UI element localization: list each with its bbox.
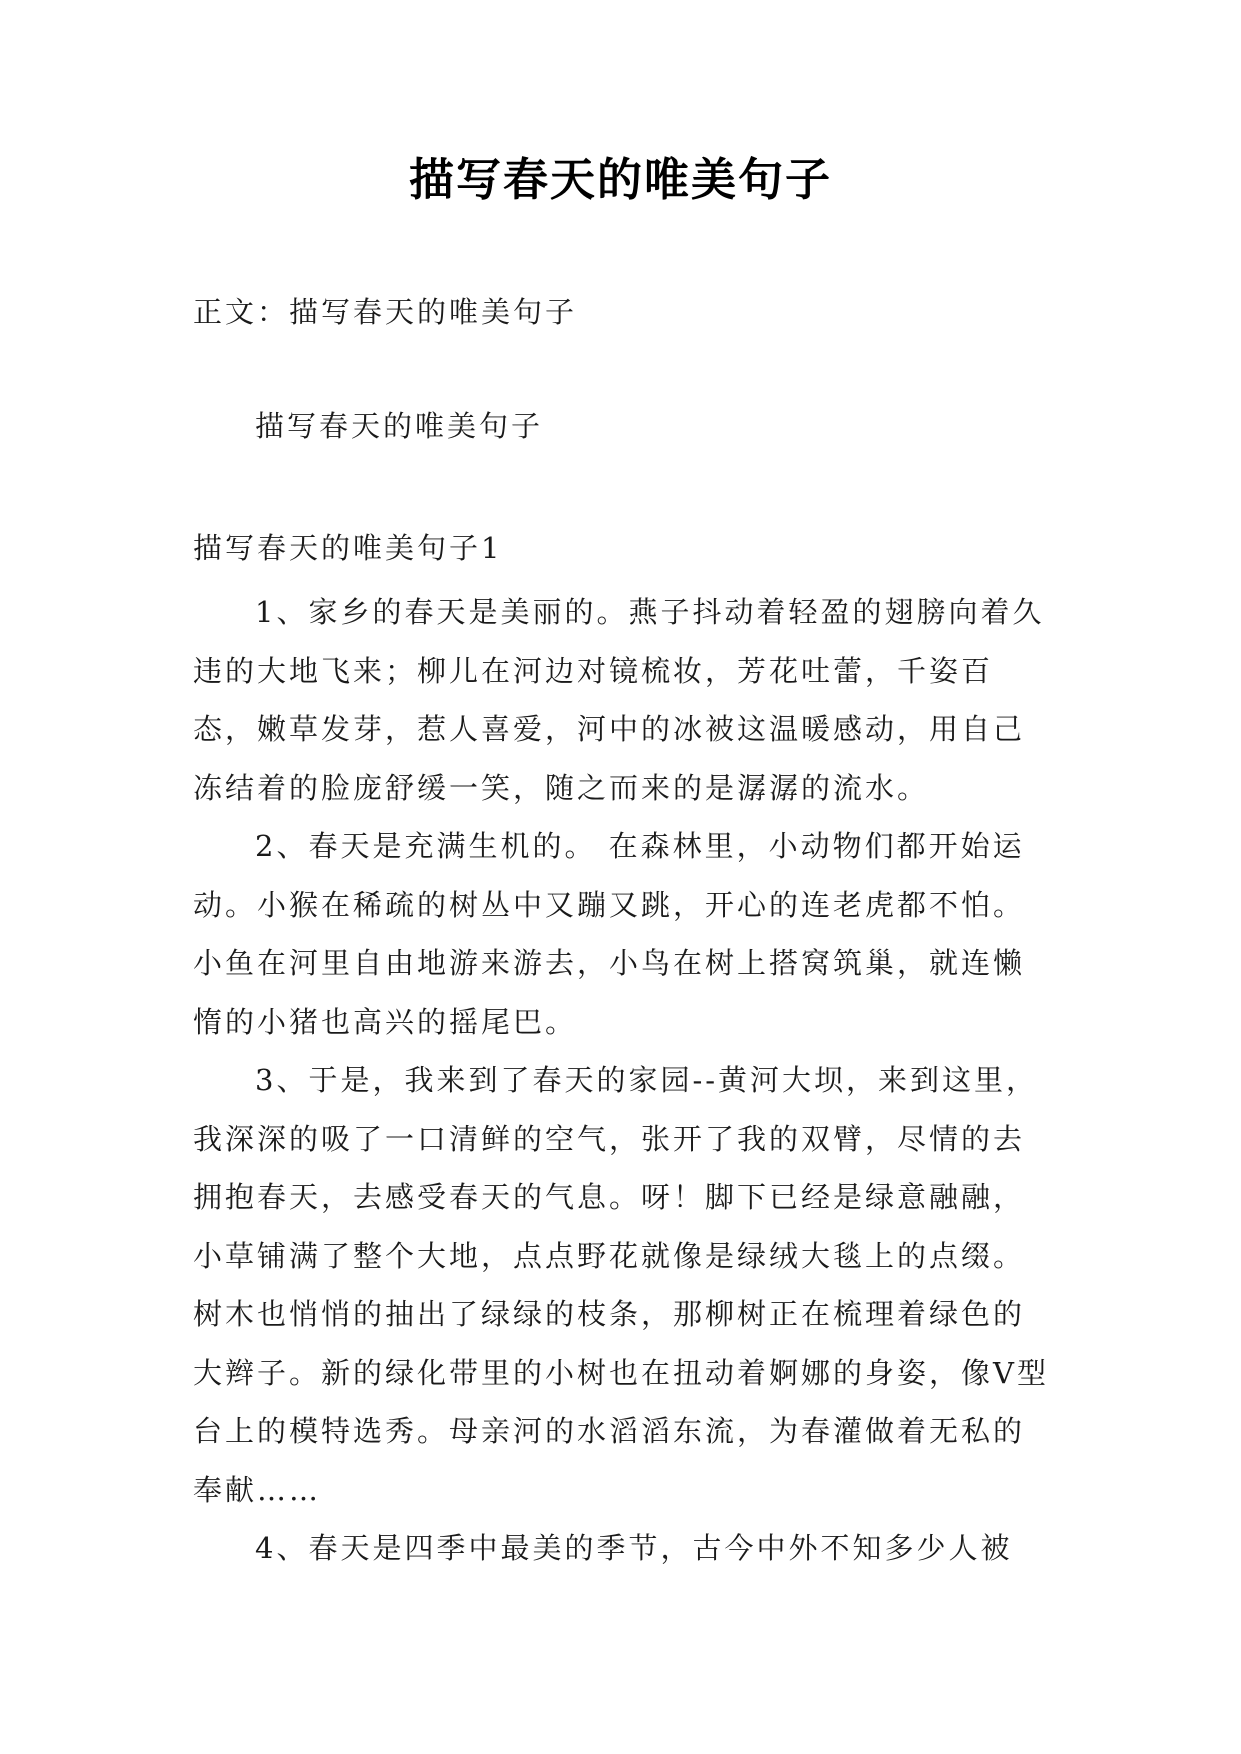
- paragraph: 4、春天是四季中最美的季节，古今中外不知多少人被: [255, 1531, 1013, 1565]
- label-line: 正文：描写春天的唯美句子: [193, 295, 578, 329]
- paragraph: 1、家乡的春天是美丽的。燕子抖动着轻盈的翅膀向着久违的大地飞来；柳儿在河边对镜梳妆，芳花吐蕾，千姿百态，嫩草发芽，惹人喜爱，河中的冰被这温暖感动，用自己冻结着的脸庞舒缓一笑，随之而来的是潺潺的流水。: [193, 595, 1045, 805]
- paragraph: 2、春天是充满生机的。 在森林里，小动物们都开始运动。小猴在稀疏的树丛中又蹦又跳，开心的连老虎都不怕。小鱼在河里自由地游来游去，小鸟在树上搭窝筑巢，就连懒惰的小猪也高兴的摇尾巴。: [193, 829, 1026, 1039]
- subtitle: 描写春天的唯美句子: [255, 409, 544, 443]
- section-heading: 描写春天的唯美句子1: [193, 531, 503, 565]
- paragraph: 3、于是，我来到了春天的家园--黄河大坝，来到这里，我深深的吸了一口清鲜的空气，张开了我的双臂，尽情的去拥抱春天，去感受春天的气息。呀！脚下已经是绿意融融，小草铺满了整个大地，点点野花就像是绿绒大毯上的点缀。树木也悄悄的抽出了绿绿的枝条，那柳树正在梳理着绿色的大辫子。新的绿化带里的小树也在扭动着婀娜的身姿，像V型台上的模特选秀。母亲河的水滔滔东流，为春灌做着无私的奉献……: [193, 1063, 1049, 1507]
- page-title: 描写春天的唯美句子: [408, 153, 832, 206]
- body-text: [193, 583, 1053, 1578]
